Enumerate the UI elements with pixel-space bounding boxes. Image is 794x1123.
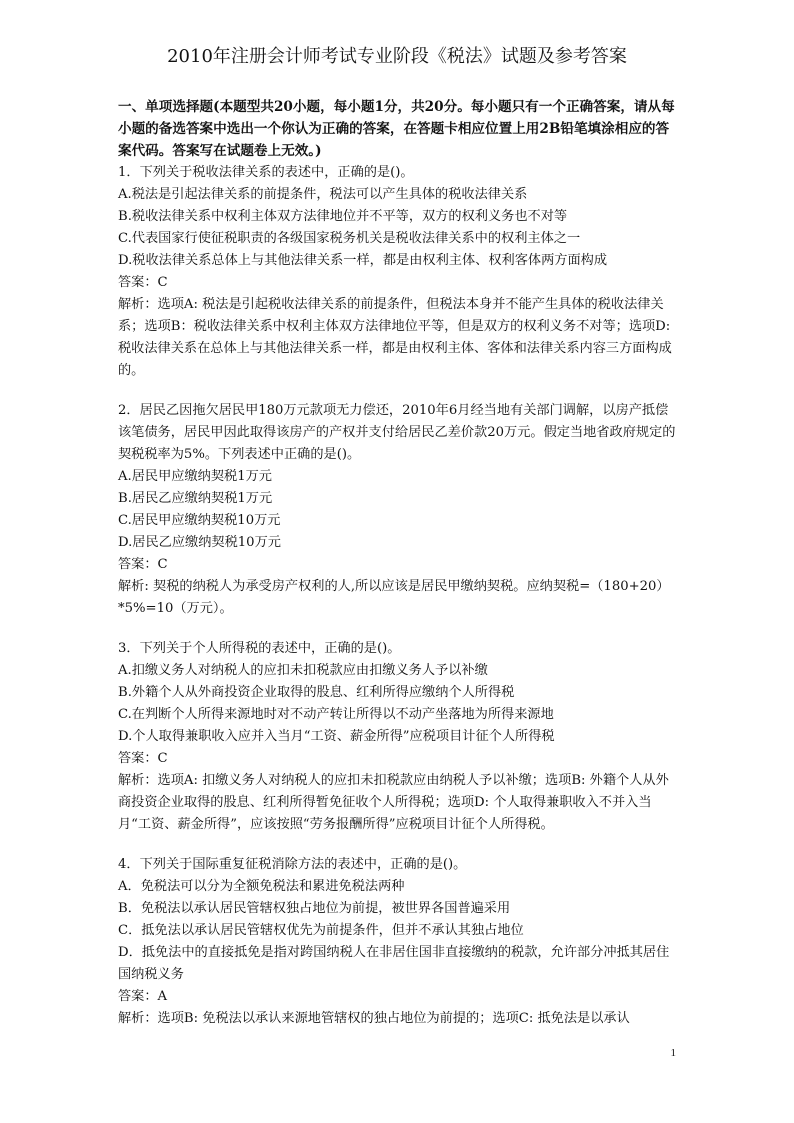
question-stem: 3．下列关于个人所得税的表述中，正确的是()。 bbox=[118, 641, 401, 656]
option-b: B.税收法律关系中权利主体双方法律地位并不平等，双方的权利义务也不对等 bbox=[118, 209, 568, 224]
answer: 答案：C bbox=[118, 275, 168, 290]
answer: 答案：C bbox=[118, 751, 168, 766]
option-a: A.扣缴义务人对纳税人的应扣未扣税款应由扣缴义务人予以补缴 bbox=[118, 663, 488, 678]
question-4 bbox=[118, 854, 676, 1030]
option-d: D.居民乙应缴纳契税10万元 bbox=[118, 535, 281, 550]
question-3 bbox=[118, 638, 676, 836]
question-2 bbox=[118, 400, 676, 620]
question-stem: 4．下列关于国际重复征税消除方法的表述中，正确的是()。 bbox=[118, 857, 467, 872]
option-c: C.代表国家行使征税职责的各级国家税务机关是税收法律关系中的权利主体之一 bbox=[118, 231, 581, 246]
analysis: 解析：选项B: 免税法以承认来源地管辖权的独占地位为前提的；选项C: 抵免法是以承认 bbox=[118, 1011, 630, 1026]
document-title: 2010年注册会计师考试专业阶段《税法》试题及参考答案 bbox=[167, 46, 627, 67]
option-c: C.居民甲应缴纳契税10万元 bbox=[118, 513, 281, 528]
page-number: 1 bbox=[670, 1047, 676, 1059]
question-stem: 2．居民乙因拖欠居民甲180万元款项无力偿还，2010年6月经当地有关部门调解，以房产抵偿该笔债务，居民甲因此取得该房产的产权并支付给居民乙差价款20万元。假定当地省政府规定的契税税率为5%。下列表述中正确的是()。 bbox=[118, 403, 676, 462]
option-b: B．免税法以承认居民管辖权独占地位为前提，被世界各国普遍采用 bbox=[118, 901, 511, 916]
option-a: A.税法是引起法律关系的前提条件，税法可以产生具体的税收法律关系 bbox=[118, 187, 528, 202]
option-b: B.外籍个人从外商投资企业取得的股息、红利所得应缴纳个人所得税 bbox=[118, 685, 515, 700]
answer: 答案：C bbox=[118, 557, 168, 572]
option-a: A.居民甲应缴纳契税1万元 bbox=[118, 469, 272, 484]
option-c: C．抵免法以承认居民管辖权优先为前提条件，但并不承认其独占地位 bbox=[118, 923, 524, 938]
question-1 bbox=[118, 162, 676, 382]
analysis: 解析：选项A: 税法是引起税收法律关系的前提条件，但税法本身并不能产生具体的税收法律关系；选项B：税收法律关系中权利主体双方法律地位平等，但是双方的权利义务不对等；选项D: 税收法律关系在总体上与其他法律关系一样，都是由权利主体、客体和法律关系内容三方面构成的。 bbox=[118, 297, 672, 378]
analysis: 解析: 契税的纳税人为承受房产权利的人,所以应该是居民甲缴纳契税。应纳契税=（180+20）*5%=10（万元）。 bbox=[118, 579, 670, 616]
option-b: B.居民乙应缴纳契税1万元 bbox=[118, 491, 273, 506]
option-a: A．免税法可以分为全额免税法和累进免税法两种 bbox=[118, 879, 405, 894]
analysis: 解析：选项A: 扣缴义务人对纳税人的应扣未扣税款应由纳税人予以补缴；选项B: 外籍个人从外商投资企业取得的股息、红利所得暂免征收个人所得税；选项D: 个人取得兼职收入不并入当月“工资、薪金所得”，应该按照“劳务报酬所得”应税项目计征个人所得税。 bbox=[118, 773, 669, 832]
section-instructions: 一、单项选择题(本题型共20小题，每小题1分，共20分。每小题只有一个正确答案，请从每小题的备选答案中选出一个你认为正确的答案，在答题卡相应位置上用2B铅笔填涂相应的答案代码。答案写在试题卷上无效。) bbox=[118, 99, 675, 159]
answer: 答案：A bbox=[118, 989, 168, 1004]
option-d: D．抵免法中的直接抵免是指对跨国纳税人在非居住国非直接缴纳的税款，允许部分冲抵其居住国纳税义务 bbox=[118, 945, 670, 982]
option-d: D.个人取得兼职收入应并入当月“工资、薪金所得”应税项目计征个人所得税 bbox=[118, 729, 555, 744]
question-stem: 1．下列关于税收法律关系的表述中，正确的是()。 bbox=[118, 165, 414, 180]
option-c: C.在判断个人所得来源地时对不动产转让所得以不动产坐落地为所得来源地 bbox=[118, 707, 554, 722]
option-d: D.税收法律关系总体上与其他法律关系一样，都是由权利主体、权利客体两方面构成 bbox=[118, 253, 608, 268]
